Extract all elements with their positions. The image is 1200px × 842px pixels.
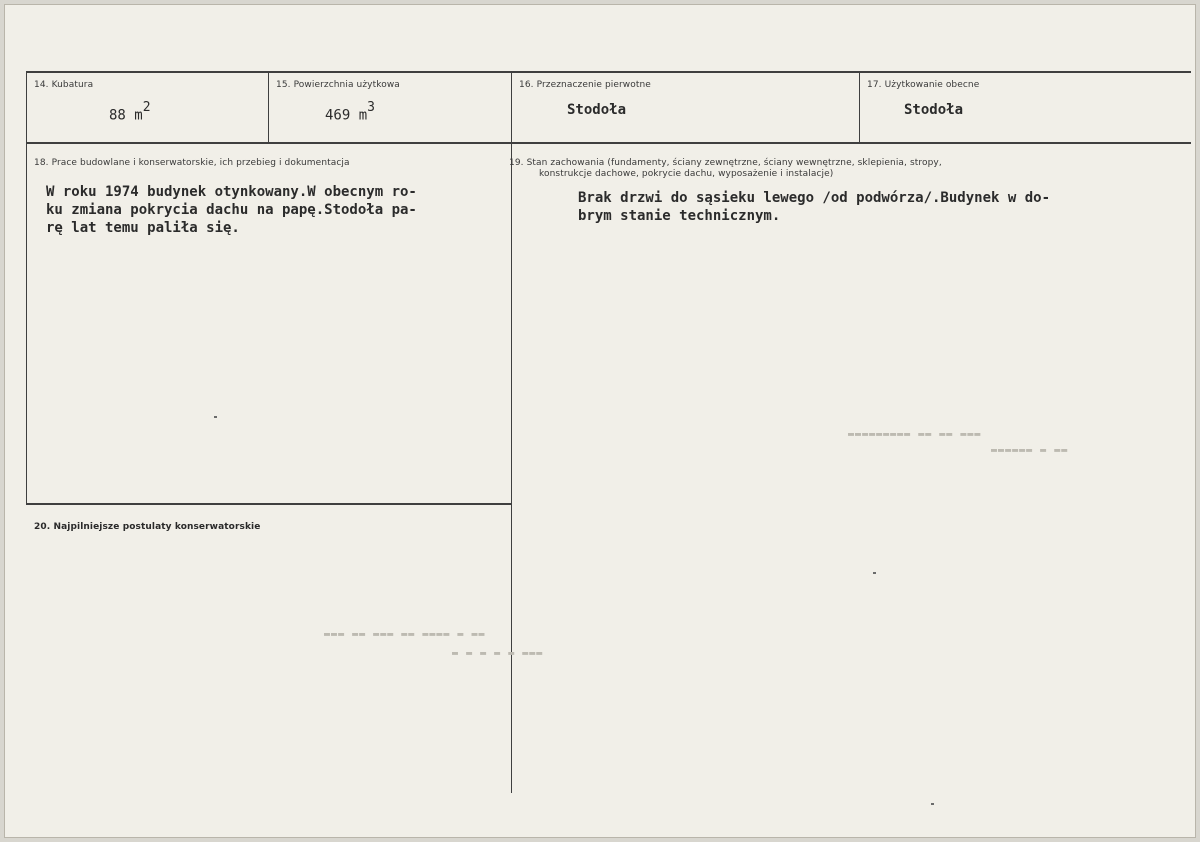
show-through-mark: ▬▬ ▬ ▬▬▬▬▬▬	[990, 445, 1068, 456]
field-20-label: 20. Najpilniejsze postulaty konserwatorskie	[34, 522, 261, 532]
row1-bottom-rule	[26, 142, 1191, 144]
field-19-label-line-2: konstrukcje dachowe, pokrycie dachu, wyposażenie i instalacje)	[539, 169, 834, 179]
field-18-line-1: W roku 1974 budynek otynkowany.W obecnym ro-	[46, 184, 417, 200]
field-16-value: Stodoła	[567, 102, 627, 118]
field-14-exponent: 2	[142, 100, 151, 115]
field-18-label: 18. Prace budowlane i konserwatorskie, ich przebieg i dokumentacja	[34, 158, 350, 168]
show-through-mark: ▬▬▬ ▬▬ ▬▬ ▬▬▬▬▬▬▬▬▬	[847, 429, 981, 440]
paper-speck	[214, 416, 217, 418]
left-rule	[26, 71, 27, 505]
record-card	[4, 4, 1196, 838]
field-15-exponent: 3	[367, 100, 375, 115]
field-19-line-2: brym stanie technicznym.	[578, 208, 781, 224]
field-16-label: 16. Przeznaczenie pierwotne	[519, 80, 651, 90]
field-18-line-3: rę lat temu paliła się.	[46, 220, 240, 236]
field-19-label-line-1: 19. Stan zachowania (fundamenty, ściany zewnętrzne, ściany wewnętrzne, sklepienia, stropy,	[509, 158, 942, 168]
field-14-value	[109, 100, 151, 124]
field-19-line-1: Brak drzwi do sąsieku lewego /od podwórza/.Budynek w do-	[578, 190, 1051, 206]
main-vertical-divider	[511, 71, 512, 793]
field-14-number: 88 m	[109, 107, 143, 124]
divider-14-15	[268, 71, 269, 144]
field-17-label: 17. Użytkowanie obecne	[867, 80, 980, 90]
top-rule	[26, 71, 1191, 73]
field-17-value: Stodoła	[904, 102, 964, 118]
field-15-label: 15. Powierzchnia użytkowa	[276, 80, 400, 90]
field-18-line-2: ku zmiana pokrycia dachu na papę.Stodoła pa-	[46, 202, 417, 218]
show-through-mark: ▬▬ ▬ ▬▬▬▬ ▬▬ ▬▬▬ ▬▬ ▬▬▬	[323, 629, 485, 640]
field-15-number: 469 m	[325, 107, 368, 124]
section18-bottom-rule	[26, 503, 511, 505]
field-14-label: 14. Kubatura	[34, 80, 94, 90]
divider-16-17	[859, 71, 860, 144]
paper-speck	[873, 572, 876, 574]
paper-speck	[931, 803, 934, 805]
show-through-mark: ▬▬▬ ▬ ▬ ▬ ▬ ▬	[451, 648, 543, 659]
field-15-value	[325, 100, 375, 124]
